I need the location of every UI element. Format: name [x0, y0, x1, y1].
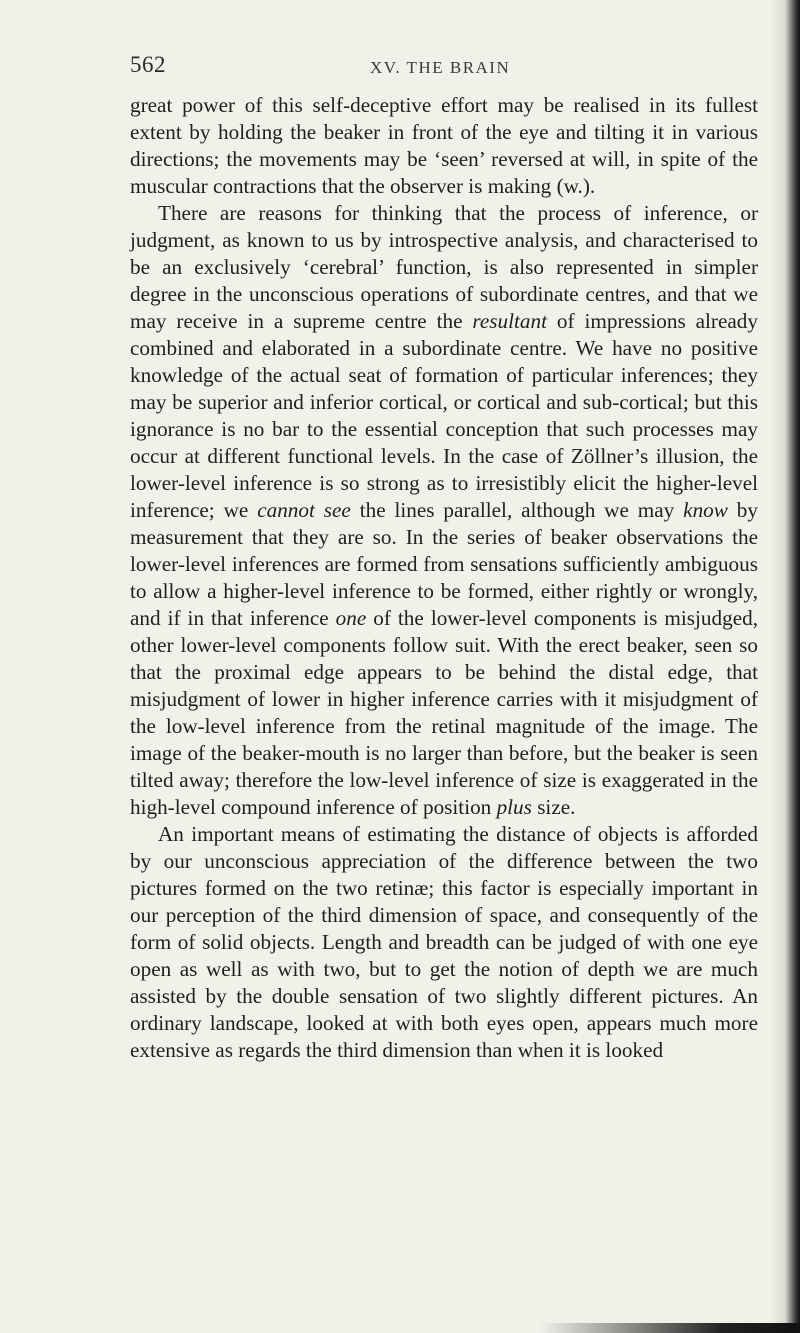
body-text: [130, 92, 758, 1064]
italic-text: resultant: [472, 309, 547, 333]
text-run: by measurement that they are so. In the series of beaker observations the lower-level inferences are formed from sensations sufficiently ambiguous to allow a higher-level inference to be formed, either rightly or wrongly, and if in that inference: [130, 498, 758, 630]
text-run: size.: [531, 795, 576, 819]
page-edge-shadow: [770, 0, 800, 1333]
running-head: XV. THE BRAIN: [370, 58, 511, 77]
text-run: There are reasons for thinking that the process of inference, or judgment, as known to us by introspective analysis, and characterised to be an exclusively ‘cerebral’ function, is also represented in simpler degree in the unconscious operations of subordinate centres, and that we may receive in a supreme centre the: [130, 201, 758, 333]
text-run: of impressions already combined and elaborated in a subordinate centre. We have no positive knowledge of the actual seat of formation of particular inferences; they may be superior and inferior cortical, or cortical and sub-cortical; but this ignorance is no bar to the essential conception that such processes may occur at different functional levels. In the case of Zöllner’s illusion, the lower-level inference is so strong as to irresistibly elicit the higher-level inference; we: [130, 309, 758, 522]
text-run: great power of this self-deceptive effort may be realised in its fullest extent by holding the beaker in front of the eye and tilting it in various directions; the movements may be ‘seen’ reversed at will, in spite of the muscular contractions that the observer is making (w.).: [130, 93, 758, 198]
text-run: An important means of estimating the distance of objects is afforded by our unconscious appreciation of the difference between the two pictures formed on the two retinæ; this factor is especially important in our perception of the third dimension of space, and consequently of the form of solid objects. Length and breadth can be judged of with one eye open as well as with two, but to get the notion of depth we are much assisted by the double sensation of two slightly different pictures. An ordinary landscape, looked at with both eyes open, appears much more extensive as regards the third dimension than when it is looked: [130, 822, 758, 1062]
paragraph: [130, 92, 758, 200]
text-run: the lines parallel, although we may: [350, 498, 684, 522]
paragraph: [130, 821, 758, 1064]
page-header: [130, 52, 770, 92]
italic-text: cannot see: [257, 498, 351, 522]
paragraph: [130, 200, 758, 821]
text-run: of the lower-level components is misjudged, other lower-level components follow suit. With the erect beaker, seen so that the proximal edge appears to be behind the distal edge, that misjudgment of lower in higher inference carries with it misjudgment of the low-level inference from the retinal magnitude of the image. The image of the beaker-mouth is no larger than before, but the beaker is seen tilted away; therefore the low-level inference of size is exaggerated in the high-level compound inference of position: [130, 606, 758, 819]
italic-text: plus: [496, 795, 532, 819]
page-bottom-edge: [540, 1323, 800, 1333]
italic-text: one: [335, 606, 367, 630]
italic-text: know: [683, 498, 728, 522]
page-number: 562: [130, 52, 166, 77]
